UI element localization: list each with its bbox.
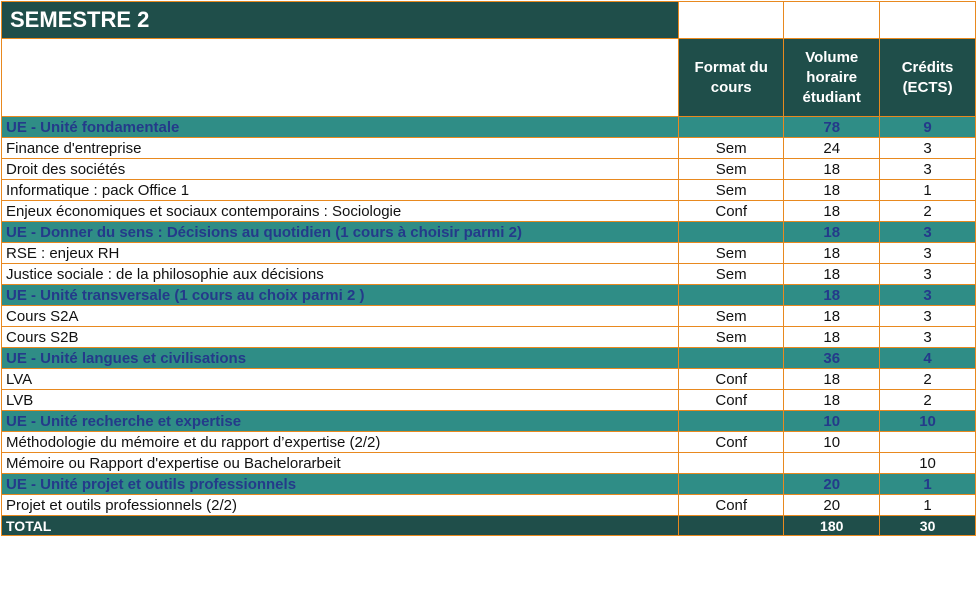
- credits-cell: 2: [880, 201, 976, 222]
- credits-cell: 3: [880, 306, 976, 327]
- credits-cell: 2: [880, 390, 976, 411]
- format-cell: Conf: [679, 432, 784, 453]
- total-volume: 180: [784, 516, 880, 536]
- format-cell: Sem: [679, 264, 784, 285]
- credits-cell: 4: [880, 348, 976, 369]
- label-cell: Projet et outils professionnels (2/2): [2, 495, 679, 516]
- ue-row: [2, 222, 976, 243]
- course-row: [2, 264, 976, 285]
- empty-cell: [784, 2, 880, 39]
- semester-title: SEMESTRE 2: [2, 2, 679, 39]
- format-cell: Sem: [679, 306, 784, 327]
- credits-cell: 3: [880, 285, 976, 306]
- label-cell: Méthodologie du mémoire et du rapport d’expertise (2/2): [2, 432, 679, 453]
- label-cell: RSE : enjeux RH: [2, 243, 679, 264]
- volume-cell: 36: [784, 348, 880, 369]
- course-row: [2, 495, 976, 516]
- course-row: [2, 369, 976, 390]
- volume-cell: 18: [784, 264, 880, 285]
- volume-cell: 18: [784, 222, 880, 243]
- ue-row: [2, 348, 976, 369]
- course-row: [2, 243, 976, 264]
- course-row: [2, 138, 976, 159]
- ue-row: [2, 474, 976, 495]
- credits-cell: 3: [880, 222, 976, 243]
- format-cell: [679, 348, 784, 369]
- label-cell: Cours S2A: [2, 306, 679, 327]
- credits-cell: 3: [880, 264, 976, 285]
- label-cell: LVB: [2, 390, 679, 411]
- label-cell: Informatique : pack Office 1: [2, 180, 679, 201]
- volume-cell: 18: [784, 369, 880, 390]
- format-cell: Sem: [679, 243, 784, 264]
- empty-header-cell: [2, 39, 679, 117]
- label-cell: UE - Unité recherche et expertise: [2, 411, 679, 432]
- format-cell: [679, 285, 784, 306]
- label-cell: UE - Donner du sens : Décisions au quotidien (1 cours à choisir parmi 2): [2, 222, 679, 243]
- total-label: TOTAL: [2, 516, 679, 536]
- format-cell: [679, 222, 784, 243]
- format-cell: Conf: [679, 495, 784, 516]
- course-row: [2, 201, 976, 222]
- volume-cell: 18: [784, 180, 880, 201]
- volume-cell: 10: [784, 411, 880, 432]
- credits-cell: 2: [880, 369, 976, 390]
- volume-cell: 78: [784, 117, 880, 138]
- course-row: [2, 180, 976, 201]
- credits-cell: 1: [880, 495, 976, 516]
- volume-cell: 18: [784, 390, 880, 411]
- course-row: [2, 390, 976, 411]
- label-cell: Finance d'entreprise: [2, 138, 679, 159]
- course-row: [2, 159, 976, 180]
- format-cell: Sem: [679, 138, 784, 159]
- format-cell: [679, 453, 784, 474]
- format-cell: [679, 411, 784, 432]
- header-format: Format du cours: [679, 39, 784, 117]
- total-row: [2, 516, 976, 536]
- label-cell: UE - Unité fondamentale: [2, 117, 679, 138]
- ue-row: [2, 285, 976, 306]
- total-format: [679, 516, 784, 536]
- format-cell: Sem: [679, 327, 784, 348]
- credits-cell: 3: [880, 138, 976, 159]
- credits-cell: [880, 432, 976, 453]
- format-cell: Conf: [679, 201, 784, 222]
- ue-row: [2, 117, 976, 138]
- total-credits: 30: [880, 516, 976, 536]
- label-cell: Enjeux économiques et sociaux contemporains : Sociologie: [2, 201, 679, 222]
- semester-table: [1, 1, 976, 536]
- volume-cell: 20: [784, 474, 880, 495]
- credits-cell: 9: [880, 117, 976, 138]
- header-row: [2, 39, 976, 117]
- course-row: [2, 327, 976, 348]
- volume-cell: [784, 453, 880, 474]
- credits-cell: 10: [880, 453, 976, 474]
- label-cell: UE - Unité transversale (1 cours au choix parmi 2 ): [2, 285, 679, 306]
- format-cell: Sem: [679, 159, 784, 180]
- title-row: [2, 2, 976, 39]
- empty-cell: [880, 2, 976, 39]
- label-cell: UE - Unité projet et outils professionnels: [2, 474, 679, 495]
- volume-cell: 18: [784, 285, 880, 306]
- volume-cell: 10: [784, 432, 880, 453]
- volume-cell: 18: [784, 306, 880, 327]
- volume-cell: 18: [784, 327, 880, 348]
- volume-cell: 18: [784, 243, 880, 264]
- format-cell: Conf: [679, 390, 784, 411]
- label-cell: Droit des sociétés: [2, 159, 679, 180]
- format-cell: Conf: [679, 369, 784, 390]
- credits-cell: 10: [880, 411, 976, 432]
- volume-cell: 18: [784, 159, 880, 180]
- credits-cell: 3: [880, 159, 976, 180]
- format-cell: [679, 117, 784, 138]
- credits-cell: 3: [880, 327, 976, 348]
- course-row: [2, 432, 976, 453]
- volume-cell: 20: [784, 495, 880, 516]
- label-cell: Cours S2B: [2, 327, 679, 348]
- header-volume: Volume horaire étudiant: [784, 39, 880, 117]
- course-row: [2, 306, 976, 327]
- format-cell: Sem: [679, 180, 784, 201]
- credits-cell: 1: [880, 180, 976, 201]
- format-cell: [679, 474, 784, 495]
- volume-cell: 24: [784, 138, 880, 159]
- empty-cell: [679, 2, 784, 39]
- credits-cell: 1: [880, 474, 976, 495]
- ue-row: [2, 411, 976, 432]
- label-cell: Mémoire ou Rapport d'expertise ou Bachelorarbeit: [2, 453, 679, 474]
- credits-cell: 3: [880, 243, 976, 264]
- course-row: [2, 453, 976, 474]
- label-cell: UE - Unité langues et civilisations: [2, 348, 679, 369]
- volume-cell: 18: [784, 201, 880, 222]
- label-cell: LVA: [2, 369, 679, 390]
- header-credits: Crédits (ECTS): [880, 39, 976, 117]
- label-cell: Justice sociale : de la philosophie aux décisions: [2, 264, 679, 285]
